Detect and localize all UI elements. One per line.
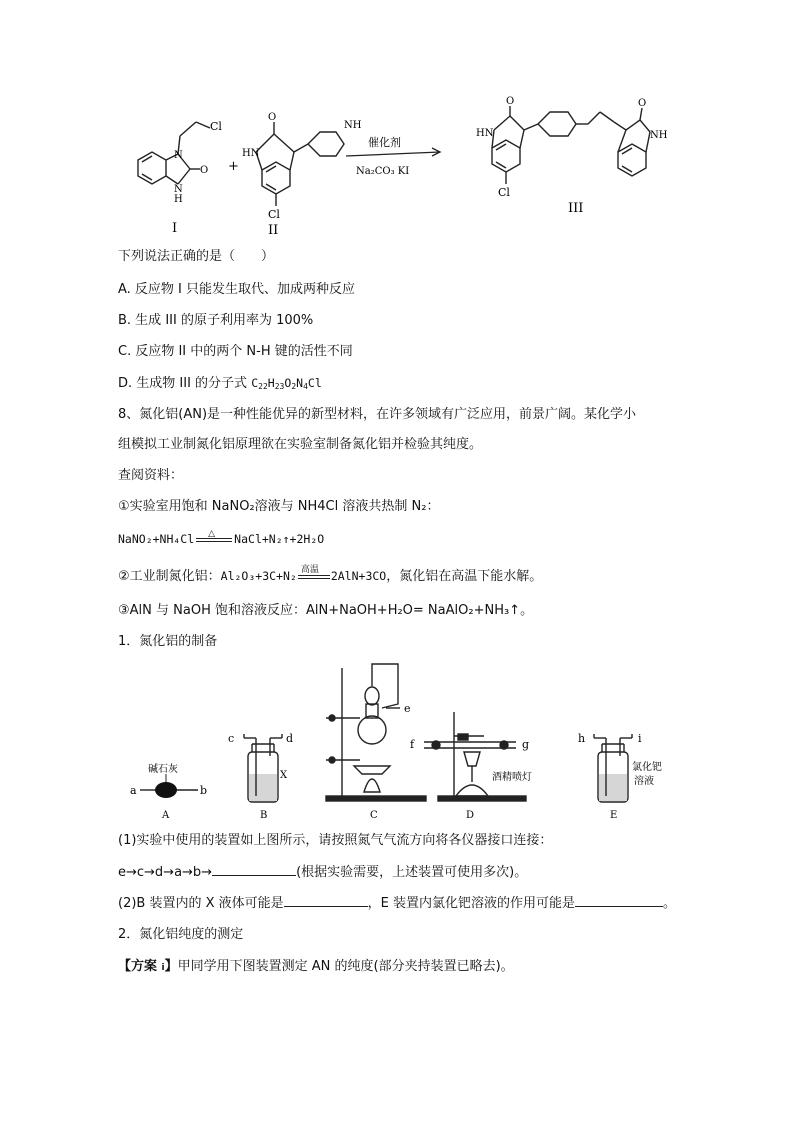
alcohol-lamp-label: 酒精喷灯 — [492, 772, 532, 783]
q1-line2 — [118, 863, 527, 882]
reference-1: ①实验室用饱和 NaNO₂溶液与 NH4Cl 溶液共热制 N₂： — [118, 499, 440, 514]
atom-cl-III: Cl — [498, 186, 510, 199]
apparatus-D — [424, 712, 526, 801]
equals-double-line — [196, 538, 232, 542]
atom-o-III-a: O — [506, 96, 515, 107]
atom-h-I: H — [174, 194, 183, 205]
high-temp-condition: 高温 — [300, 564, 319, 575]
apparatus-figure — [120, 656, 680, 826]
pdcl2-label-line1: 氯化钯 — [632, 762, 662, 773]
question7-stem: 下列说法正确的是（ ） — [118, 249, 275, 264]
pdcl2-solution — [599, 774, 627, 801]
atom-hn-III: HN — [476, 128, 494, 139]
compound-II-label: II — [268, 223, 279, 238]
plan-text: 甲同学用下图装置测定 AN 的纯度(部分夹持装置已略去)。 — [177, 959, 514, 974]
reference-2-prefix: ②工业制氮化铝： — [118, 569, 221, 584]
plan-bracket-close: 】 — [164, 959, 178, 974]
apparatus-E-name: E — [610, 810, 618, 821]
apparatus-B-name: B — [260, 810, 268, 821]
atom-cl-I: Cl — [210, 120, 222, 133]
references-title: 查阅资料： — [118, 468, 184, 483]
q2-prefix: (2)B 装置内的 X 液体可能是 — [118, 896, 284, 911]
q2-answer-blank-1[interactable] — [284, 894, 368, 907]
apparatus-B — [228, 732, 293, 821]
apparatus-A — [130, 762, 207, 821]
apparatus-A-label: 碱石灰 — [148, 764, 178, 775]
pdcl2-label-line2: 溶液 — [634, 776, 654, 787]
option-d-formula: $C_{22}H_{23}O_2N_4Cl$ — [251, 376, 322, 391]
port-i: i — [638, 732, 642, 745]
atom-nh-III: NH — [650, 130, 668, 141]
atom-o-III-b: O — [638, 98, 647, 109]
equation-1-arrow — [194, 528, 234, 547]
apparatus-C — [326, 664, 426, 801]
plan-bracket-open: 【方案 — [118, 959, 162, 974]
atom-n-I: N — [174, 150, 183, 161]
reference-2 — [118, 564, 543, 586]
heat-condition: △ — [208, 528, 216, 539]
apparatus-A-name: A — [162, 810, 170, 821]
atom-hn-II: HN — [242, 148, 260, 159]
soda-lime-bulb — [155, 782, 177, 798]
atom-n2-I: N — [174, 184, 183, 195]
q2-middle: ，E 装置内氯化钯溶液的作用可能是 — [367, 896, 575, 911]
compound-I-label: I — [172, 221, 178, 236]
plan-1-line — [118, 958, 514, 977]
reference-2-suffix: ，氮化铝在高温下能水解。 — [386, 569, 543, 584]
q1-note: (根据实验需要，上述装置可使用多次)。 — [296, 865, 528, 880]
port-c: c — [228, 732, 235, 745]
reaction-arrow — [346, 148, 440, 156]
q1-line1: (1)实验中使用的装置如上图所示，请按照氮气气流方向将各仪器接口连接： — [118, 833, 553, 848]
q2-answer-blank-2[interactable] — [575, 894, 663, 907]
liquid-X-label: X — [280, 770, 288, 781]
atom-o-II: O — [268, 112, 277, 123]
atom-nh-II: NH — [344, 120, 362, 131]
section-2-title: 2．氮化铝纯度的测定 — [118, 927, 244, 942]
q1-chain: e→c→d→a→b→ — [118, 865, 213, 880]
compound-III-label: III — [568, 201, 584, 216]
equation-1-left: NaNO₂+NH₄Cl — [118, 532, 195, 546]
equals-double-line-2 — [298, 575, 330, 579]
reference-3: ③AlN 与 NaOH 饱和溶液反应：AlN+NaOH+H₂O= NaAlO₂+NH₃↑。 — [118, 603, 534, 618]
port-b: b — [200, 784, 208, 797]
compound-III-structure — [492, 106, 650, 184]
port-f: f — [410, 738, 415, 751]
port-h: h — [578, 732, 586, 745]
port-d: d — [286, 732, 294, 745]
liquid-X — [249, 774, 277, 801]
option-b: B. 生成 III 的原子利用率为 100% — [118, 313, 314, 328]
apparatus-C-name: C — [370, 810, 378, 821]
question8-intro-line1: 8、氮化铝(AN)是一种性能优异的新型材料，在许多领域有广泛应用，前景广阔。某化学小 — [118, 407, 637, 422]
port-e: e — [404, 702, 411, 715]
reaction-scheme — [110, 92, 690, 242]
compound-II-structure — [256, 122, 344, 206]
q2-line — [118, 894, 676, 913]
equation-1 — [118, 530, 324, 549]
option-d — [118, 374, 322, 396]
question8-intro-line2: 组模拟工业制氮化铝原理欲在实验室制备氮化铝并检验其纯度。 — [118, 437, 483, 452]
reference-2-arrow — [297, 564, 331, 584]
port-g: g — [522, 738, 530, 751]
option-a: A. 反应物 I 只能发生取代、加成两种反应 — [118, 282, 356, 297]
q1-answer-blank[interactable] — [212, 863, 296, 876]
reference-2-right: 2AlN+3CO — [330, 569, 387, 583]
plus-sign: + — [228, 159, 239, 174]
port-a: a — [130, 784, 137, 797]
apparatus-D-name: D — [466, 810, 475, 821]
atom-o-I: O — [200, 165, 209, 176]
equation-1-right: NaCl+N₂↑+2H₂O — [234, 532, 325, 546]
catalyst-label: 催化剂 — [368, 136, 401, 149]
option-d-prefix: D. 生成物 III 的分子式 — [118, 376, 252, 391]
apparatus-E — [578, 732, 662, 821]
q2-suffix: 。 — [663, 896, 677, 911]
reagents-label: Na₂CO₃ KI — [356, 166, 410, 177]
section-1-title: 1．氮化铝的制备 — [118, 634, 218, 649]
reference-2-left: Al₂O₃+3C+N₂ — [220, 569, 297, 583]
atom-cl-II: Cl — [268, 208, 280, 221]
plan-number: i — [161, 963, 165, 973]
option-c: C. 反应物 II 中的两个 N-H 键的活性不同 — [118, 344, 353, 359]
